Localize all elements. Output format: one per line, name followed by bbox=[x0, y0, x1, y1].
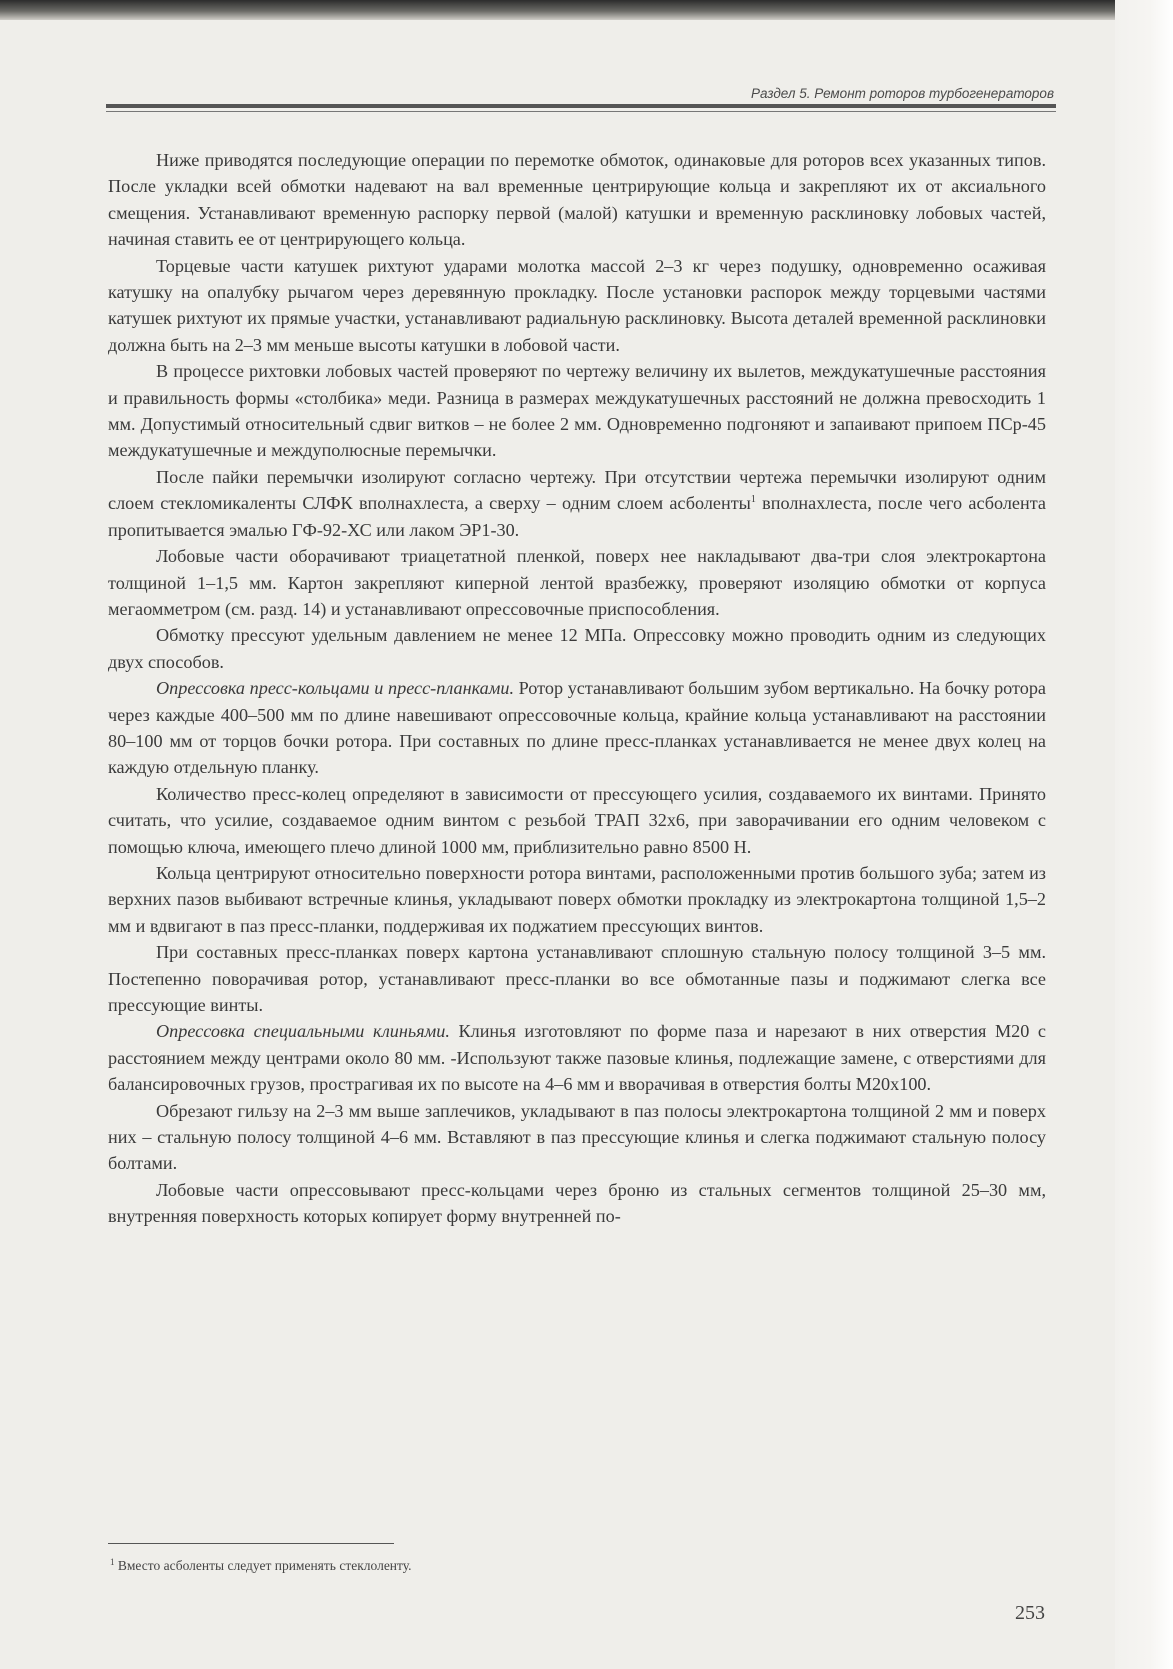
paragraph-text: После пайки перемычки изолируют согласно чертежу. При отсутствии чертежа перемычки изолируют одним слоем стекломикаленты СЛФК вполнахлеста, а сверху – одним слоем асболенты bbox=[108, 466, 1046, 514]
footnote-marker: 1 bbox=[110, 1557, 115, 1567]
page-number: 253 bbox=[1015, 1602, 1045, 1624]
scan-right-margin bbox=[1115, 0, 1173, 1669]
footnote-separator bbox=[108, 1543, 394, 1544]
subheading-italic: Опрессовка специальными клиньями. bbox=[156, 1021, 450, 1042]
paragraph: Торцевые части катушек рихтуют ударами молотка массой 2–3 кг через подушку, одновременно осаживая катушку на опалубку рычагом через деревянную прокладку. После установки распорок между торцевыми частями катушек рихтуют их прямые участки, устанавливают радиальную расклиновку. Высота деталей временной расклиновки должна быть на 2–3 мм меньше высоты катушки в лобовой части. bbox=[108, 255, 1046, 355]
header-rule-thin bbox=[106, 111, 1056, 112]
scan-top-edge bbox=[0, 0, 1173, 20]
subheading-italic: Опрессовка пресс-кольцами и пресс-планками. bbox=[156, 678, 514, 699]
paragraph-text: вполнахлеста, после чего асболента пропитывается эмалью ГФ-92-ХС или лаком ЭР1-30. bbox=[108, 493, 1046, 540]
paragraph: При составных пресс-планках поверх картона устанавливают сплошную стальную полосу толщиной 3–5 мм. Постепенно поворачивая ротор, устанавливают пресс-планки во все обмотанные пазы и поджимают слегка все прессующие винты. bbox=[108, 942, 1046, 1015]
paragraph bbox=[108, 1018, 1046, 1097]
paragraph bbox=[108, 675, 1046, 781]
paragraph: В процессе рихтовки лобовых частей проверяют по чертежу величину их вылетов, междукатушечные расстояния и правильность формы «столбика» меди. Разница в размерах междукатушечных расстояний не должна превосходить 1 мм. Допустимый относительный сдвиг витков – не более 2 мм. Одновременно подгоняют и запаивают припоем ПСр-45 междукатушечные и междуполюсные перемычки. bbox=[108, 361, 1046, 461]
footnote bbox=[110, 1558, 810, 1574]
paragraph: Лобовые части оборачивают триацетатной пленкой, поверх нее накладывают два-три слоя электрокартона толщиной 1–1,5 мм. Картон закрепляют киперной лентой вразбежку, проверяют изоляцию обмотки от корпуса мегаомметром (см. разд. 14) и устанавливают опрессовочные приспособления. bbox=[108, 546, 1046, 619]
book-page bbox=[0, 20, 1115, 1669]
paragraph: Количество пресс-колец определяют в зависимости от прессующего усилия, создаваемого их винтами. Принято считать, что усилие, создаваемое одним винтом с резьбой ТРАП 32х6, при заворачивании его одним человеком с помощью ключа, имеющего плечо длиной 1000 мм, приблизительно равно 8500 Н. bbox=[108, 783, 1046, 857]
paragraph: Обрезают гильзу на 2–3 мм выше заплечиков, укладывают в паз полосы электрокартона толщиной 2 мм и поверх них – стальную полосу толщиной 4–6 мм. Вставляют в паз прессующие клинья и слегка поджимают стальную полосу болтами. bbox=[108, 1100, 1046, 1174]
paragraph-text: Клинья изготовляют по форме паза и нарезают в них отверстия М20 с расстоянием между центрами около 80 мм. -Используют также пазовые клинья, подлежащие замене, с отверстиями для балансировочных грузов, прострагивая их по высоте на 4–6 мм и вворачивая в отверстия болты М20х100. bbox=[108, 1021, 1046, 1095]
footnote-text: Вместо асболенты следует применять стеклоленту. bbox=[114, 1558, 412, 1573]
footnote-reference: 1 bbox=[750, 494, 756, 506]
paragraph: Обмотку прессуют удельным давлением не менее 12 МПа. Опрессовку можно проводить одним из следующих двух способов. bbox=[108, 625, 1046, 672]
paragraph: Ниже приводятся последующие операции по перемотке обмоток, одинаковые для роторов всех указанных типов. После укладки всей обмотки надевают на вал временные центрирующие кольца и закрепляют их от аксиального смещения. Устанавливают временную распорку первой (малой) катушки и временную расклиновку лобовых частей, начиная ставить ее от центрирующего кольца. bbox=[108, 150, 1046, 250]
header-rule-thick bbox=[106, 104, 1056, 108]
paragraph-text: Ротор устанавливают большим зубом вертикально. На бочку ротора через каждые 400–500 мм по длине навешивают опрессовочные кольца, крайние кольца устанавливают на расстоянии 80–100 мм от торцов бочки ротора. При составных по длине пресс-планках устанавливается не менее двух колец на каждую отдельную планку. bbox=[108, 678, 1046, 778]
paragraph: Лобовые части опрессовывают пресс-кольцами через броню из стальных сегментов толщиной 25–30 мм, внутренняя поверхность которых копирует форму внутренней по- bbox=[108, 1179, 1046, 1227]
running-header: Раздел 5. Ремонт роторов турбогенераторов bbox=[750, 86, 1054, 101]
main-text bbox=[108, 147, 1046, 1230]
paragraph bbox=[108, 464, 1046, 543]
paragraph: Кольца центрируют относительно поверхности ротора винтами, расположенными против большого зуба; затем из верхних пазов выбивают встречные клинья, укладывают поверх обмотки прокладку из электрокартона толщиной 1,5–2 мм и вдвигают в паз пресс-планки, поддерживая их поджатием прессующих винтов. bbox=[108, 862, 1046, 936]
